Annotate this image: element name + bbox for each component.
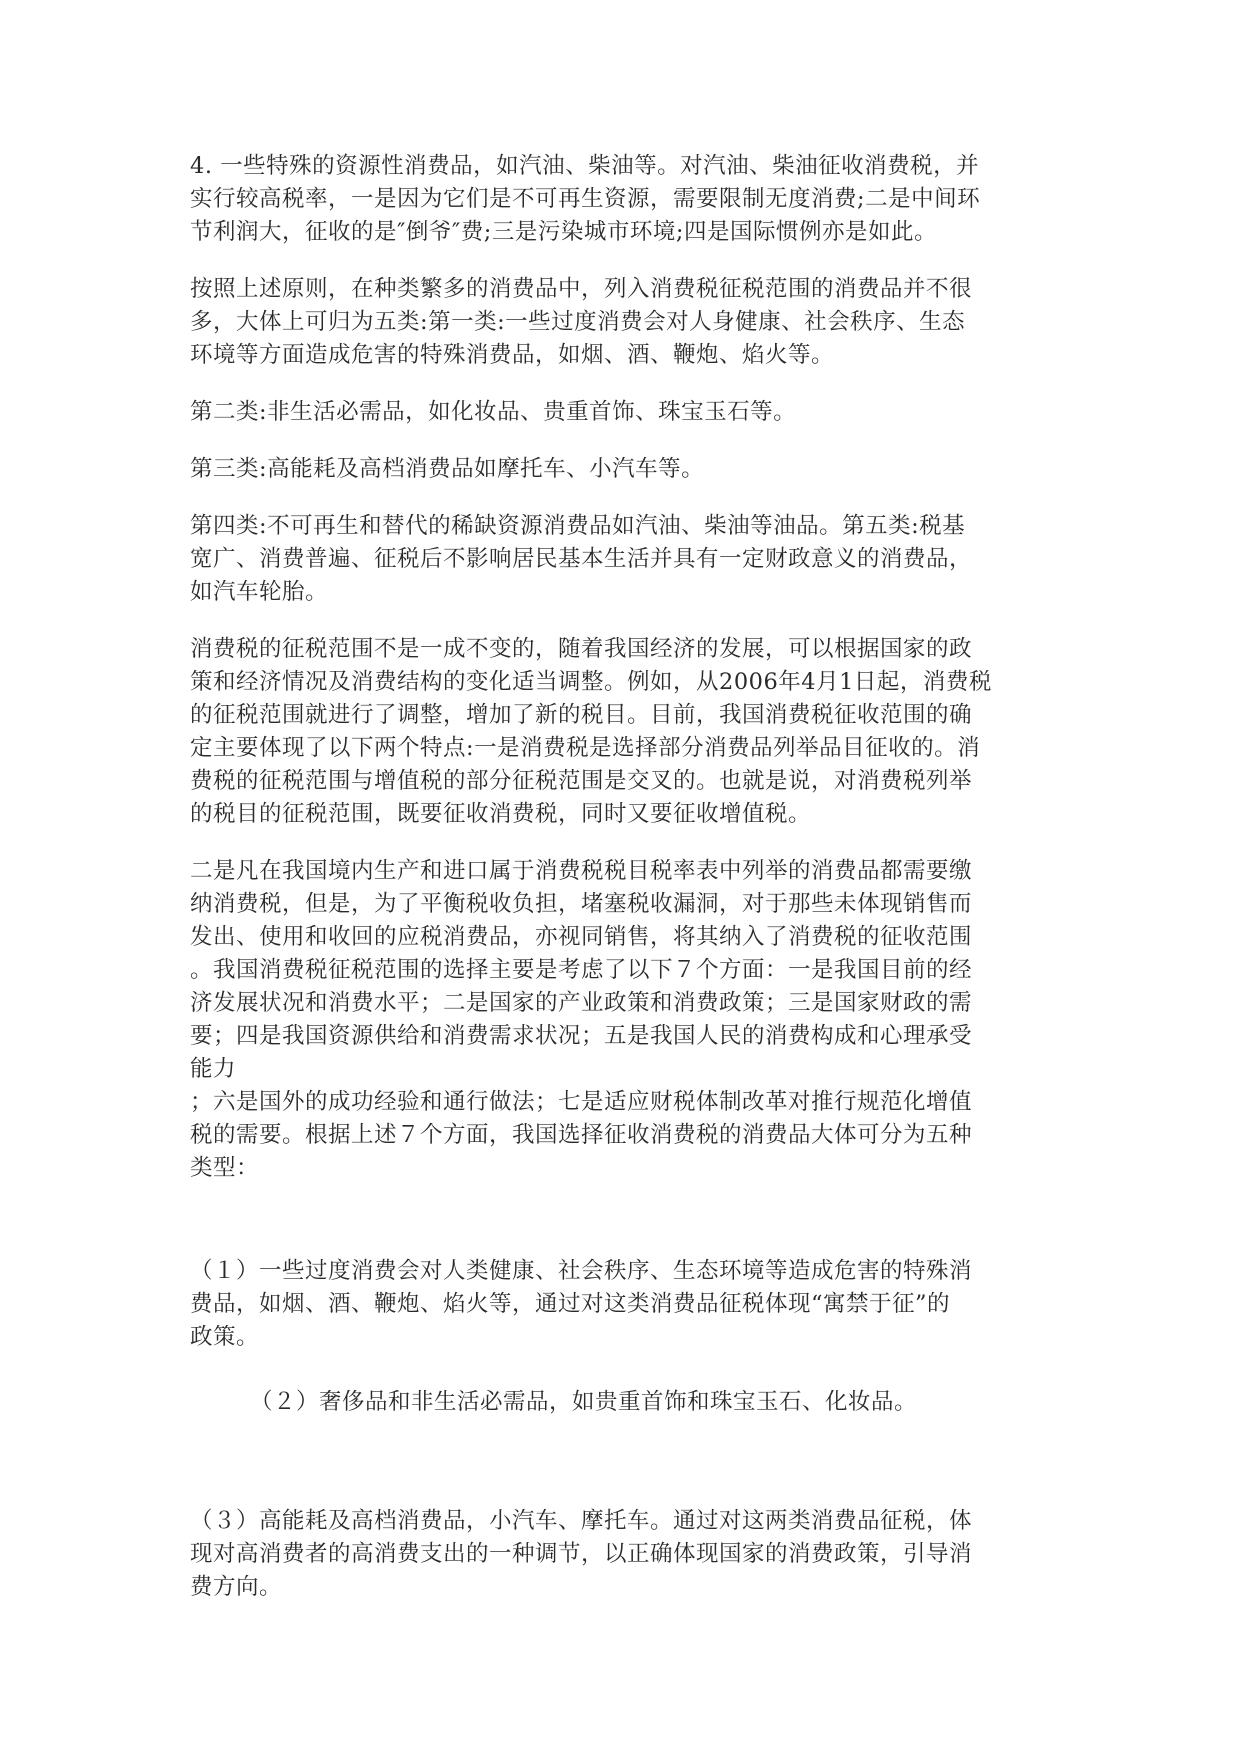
text-line: 如汽车轮胎。 <box>190 579 329 605</box>
text-line: 。我国消费税征税范围的选择主要是考虑了以下７个方面：一是我国目前的经 <box>190 957 973 983</box>
text-line: 济发展状况和消费水平；二是国家的产业政策和消费政策；三是国家财政的需 <box>190 990 973 1016</box>
paragraph-five-categories <box>190 273 1050 372</box>
paragraph-resource-goods <box>190 150 1050 249</box>
text-line: 环境等方面造成危害的特殊消费品，如烟、酒、鞭炮、焰火等。 <box>190 342 835 368</box>
text-line: 类型： <box>190 1155 260 1181</box>
paragraph-type-three <box>190 1505 1050 1604</box>
text-line: 政策。 <box>190 1324 260 1350</box>
text-line: 4. 一些特殊的资源性消费品，如汽油、柴油等。对汽油、柴油征收消费税，并 <box>190 153 980 179</box>
text-line: 第三类:高能耗及高档消费品如摩托车、小汽车等。 <box>190 456 705 482</box>
text-line: 第二类:非生活必需品，如化妆品、贵重首饰、珠宝玉石等。 <box>190 399 797 425</box>
text-line: 发出、使用和收回的应税消费品，亦视同销售，将其纳入了消费税的征收范围 <box>190 924 973 950</box>
paragraph-category-four-five <box>190 510 1050 609</box>
text-line: 的征税范围就进行了调整，增加了新的税目。目前，我国消费税征收范围的确 <box>190 702 973 728</box>
text-line: 费品，如烟、酒、鞭炮、焰火等，通过对这类消费品征税体现“寓禁于征”的 <box>190 1291 951 1317</box>
paragraph-type-two <box>190 1386 1050 1419</box>
text-line: 实行较高税率，一是因为它们是不可再生资源，需要限制无度消费;二是中间环 <box>190 186 981 212</box>
text-line: 策和经济情况及消费结构的变化适当调整。例如，从2006年4月1日起，消费税 <box>190 669 992 695</box>
text-line: 费税的征税范围与增值税的部分征税范围是交叉的。也就是说，对消费税列举 <box>190 768 973 794</box>
text-line: （２）奢侈品和非生活必需品，如贵重首饰和珠宝玉石、化妆品。 <box>250 1389 918 1415</box>
paragraph-category-two <box>190 396 1050 429</box>
text-line: 第四类:不可再生和替代的稀缺资源消费品如汽油、柴油等油品。第五类:税基 <box>190 513 966 539</box>
text-line: 费方向。 <box>190 1574 283 1600</box>
paragraph-seven-aspects <box>190 855 1050 1185</box>
text-line: 节利润大，征收的是″倒爷″费;三是污染城市环境;四是国际惯例亦是如此。 <box>190 219 937 245</box>
text-line: ；六是国外的成功经验和通行做法；七是适应财税体制改革对推行规范化增值 <box>190 1089 973 1115</box>
text-line: 的税目的征税范围，既要征收消费税，同时又要征收增值税。 <box>190 801 812 827</box>
text-line: 定主要体现了以下两个特点:一是消费税是选择部分消费品列举品目征收的。消 <box>190 735 981 761</box>
text-line: （１）一些过度消费会对人类健康、社会秩序、生态环境等造成危害的特殊消 <box>190 1258 973 1284</box>
paragraph-scope-adjustment <box>190 633 1050 831</box>
document-body <box>190 150 1050 1628</box>
paragraph-category-three <box>190 453 1050 486</box>
text-line: 要；四是我国资源供给和消费需求状况；五是我国人民的消费构成和心理承受 <box>190 1023 973 1049</box>
text-line: 纳消费税，但是，为了平衡税收负担，堵塞税收漏洞，对于那些未体现销售而 <box>190 891 973 917</box>
text-line: 税的需要。根据上述７个方面，我国选择征收消费税的消费品大体可分为五种 <box>190 1122 973 1148</box>
text-line: 二是凡在我国境内生产和进口属于消费税税目税率表中列举的消费品都需要缴 <box>190 858 973 884</box>
text-line: 宽广、消费普遍、征税后不影响居民基本生活并具有一定财政意义的消费品， <box>190 546 973 572</box>
text-line: 现对高消费者的高消费支出的一种调节，以正确体现国家的消费政策，引导消 <box>190 1541 973 1567</box>
paragraph-type-one <box>190 1255 1050 1354</box>
text-line: 能力 <box>190 1056 237 1082</box>
text-line: 多，大体上可归为五类:第一类:一些过度消费会对人身健康、社会秩序、生态 <box>190 309 966 335</box>
text-line: 按照上述原则，在种类繁多的消费品中，列入消费税征税范围的消费品并不很 <box>190 276 973 302</box>
text-line: （３）高能耗及高档消费品，小汽车、摩托车。通过对这两类消费品征税，体 <box>190 1508 973 1534</box>
text-line: 消费税的征税范围不是一成不变的，随着我国经济的发展，可以根据国家的政 <box>190 636 973 662</box>
